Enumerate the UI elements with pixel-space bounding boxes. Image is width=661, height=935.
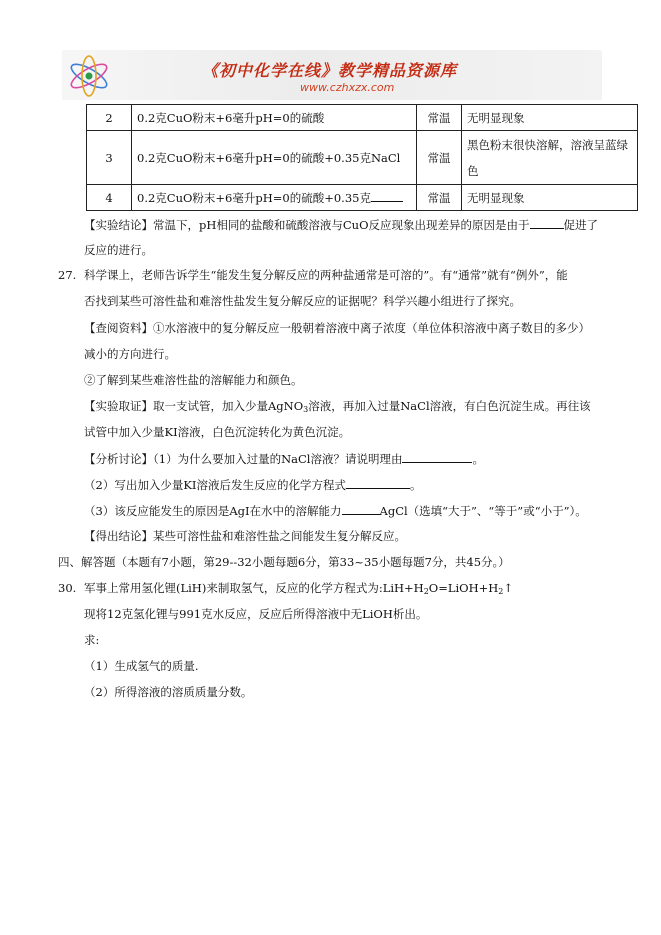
gas-arrow: ↑ — [503, 581, 514, 595]
q26-conclusion-end: 反应的进行。 — [84, 243, 153, 257]
q30-line-1 — [84, 580, 513, 596]
q27-analysis-2 — [84, 476, 421, 493]
row-temperature: 常温 — [417, 131, 462, 185]
q26-conclusion — [84, 216, 598, 233]
row-condition-text: 0.2克CuO粉末+6毫升pH=0的硫酸+0.35克 — [137, 191, 371, 205]
row-temperature: 常温 — [417, 105, 462, 131]
banner-title: 《初中化学在线》教学精品资源库 — [202, 61, 458, 80]
table-row — [87, 131, 638, 185]
q27-experiment-text-2: 溶液，再加入过量NaCl溶液，有白色沉淀生成。再往该 — [308, 399, 591, 413]
q27-intro-2: 否找到某些可溶性盐和难溶性盐发生复分解反应的证据呢？科学兴趣小组进行了探究。 — [84, 294, 521, 308]
answer-blank — [402, 450, 472, 463]
q30-line-5: （2）所得溶液的溶质质量分数。 — [84, 685, 253, 699]
period: 。 — [409, 478, 422, 492]
section-heading: 四、解答题（本题有7小题，第29--32小题每题6分，第33~35小题每题7分，共45分。） — [58, 555, 510, 569]
q27-reference-2: 减小的方向进行。 — [84, 347, 176, 361]
row-result: 无明显现象 — [462, 105, 638, 131]
row-condition: 0.2克CuO粉末+6毫升pH=0的硫酸+0.35克NaCl — [132, 131, 417, 185]
q30-line-2: 现将12克氢化锂与991克水反应，反应后所得溶液中无LiOH析出。 — [84, 607, 428, 621]
q27-analysis-1 — [84, 450, 484, 467]
row-condition — [132, 185, 417, 211]
q27-intro-1: 科学课上，老师告诉学生“能发生复分解反应的两种盐通常是可溶的”。有“通常”就有“例外”，能 — [84, 268, 568, 282]
answer-blank — [530, 216, 564, 229]
banner-url: www.czhxzx.com — [300, 81, 395, 94]
q30-line-3: 求: — [84, 633, 100, 647]
row-temperature: 常温 — [417, 185, 462, 211]
period: 。 — [472, 452, 484, 466]
q30-line-4: （1）生成氢气的质量. — [84, 659, 199, 673]
q27-number: 27. — [58, 268, 77, 282]
q27-analysis-text-2: AgCl（选填“大于”、“等于”或“小于”）。 — [379, 504, 587, 518]
q27-experiment-2: 试管中加入少量KI溶液，白色沉淀转化为黄色沉淀。 — [84, 425, 351, 439]
row-condition: 0.2克CuO粉末+6毫升pH=0的硫酸 — [132, 105, 417, 131]
q27-reference-1: 【查阅资料】①水溶液中的复分解反应一般朝着溶液中离子浓度（单位体积溶液中离子数目的多少） — [84, 321, 590, 335]
row-number: 4 — [87, 185, 132, 211]
answer-blank — [342, 502, 380, 515]
q27-analysis-text: 【分析讨论】（1）为什么要加入过量的NaCl溶液？请说明理由 — [84, 452, 403, 466]
q27-analysis-text: （2）写出加入少量KI溶液后发生反应的化学方程式 — [84, 478, 346, 492]
row-result: 黑色粉末很快溶解，溶液呈蓝绿色 — [462, 131, 638, 185]
q26-conclusion-text: 【实验结论】常温下，pH相同的盐酸和硫酸溶液与CuO反应现象出现差异的原因是由于 — [84, 218, 530, 232]
header-banner — [62, 50, 602, 100]
atom-logo-icon — [66, 54, 112, 98]
row-number: 2 — [87, 105, 132, 131]
q30-text-2: O=LiOH+H — [428, 581, 499, 595]
row-number: 3 — [87, 131, 132, 185]
q27-experiment-1 — [84, 398, 591, 414]
q27-experiment-text: 【实验取证】取一支试管，加入少量AgNO — [84, 399, 304, 413]
q30-number: 30. — [58, 581, 77, 595]
answer-blank — [346, 476, 410, 489]
q27-analysis-3 — [84, 502, 587, 519]
q26-conclusion-text-2: 促进了 — [563, 218, 599, 232]
row-result: 无明显现象 — [462, 185, 638, 211]
subscript: 2 — [498, 587, 504, 596]
q27-conclusion: 【得出结论】某些可溶性盐和难溶性盐之间能发生复分解反应。 — [84, 529, 406, 543]
subscript: 3 — [303, 405, 309, 414]
answer-blank — [371, 189, 403, 202]
table-row — [87, 185, 638, 211]
table-row — [87, 105, 638, 131]
subscript: 2 — [423, 587, 429, 596]
q27-reference-3: ②了解到某些难溶性盐的溶解能力和颜色。 — [84, 373, 303, 387]
experiment-table — [86, 104, 638, 211]
q30-text: 军事上常用氢化锂(LiH)来制取氢气，反应的化学方程式为:LiH+H — [84, 581, 424, 595]
q27-analysis-text: （3）该反应能发生的原因是AgI在水中的溶解能力 — [84, 504, 342, 518]
